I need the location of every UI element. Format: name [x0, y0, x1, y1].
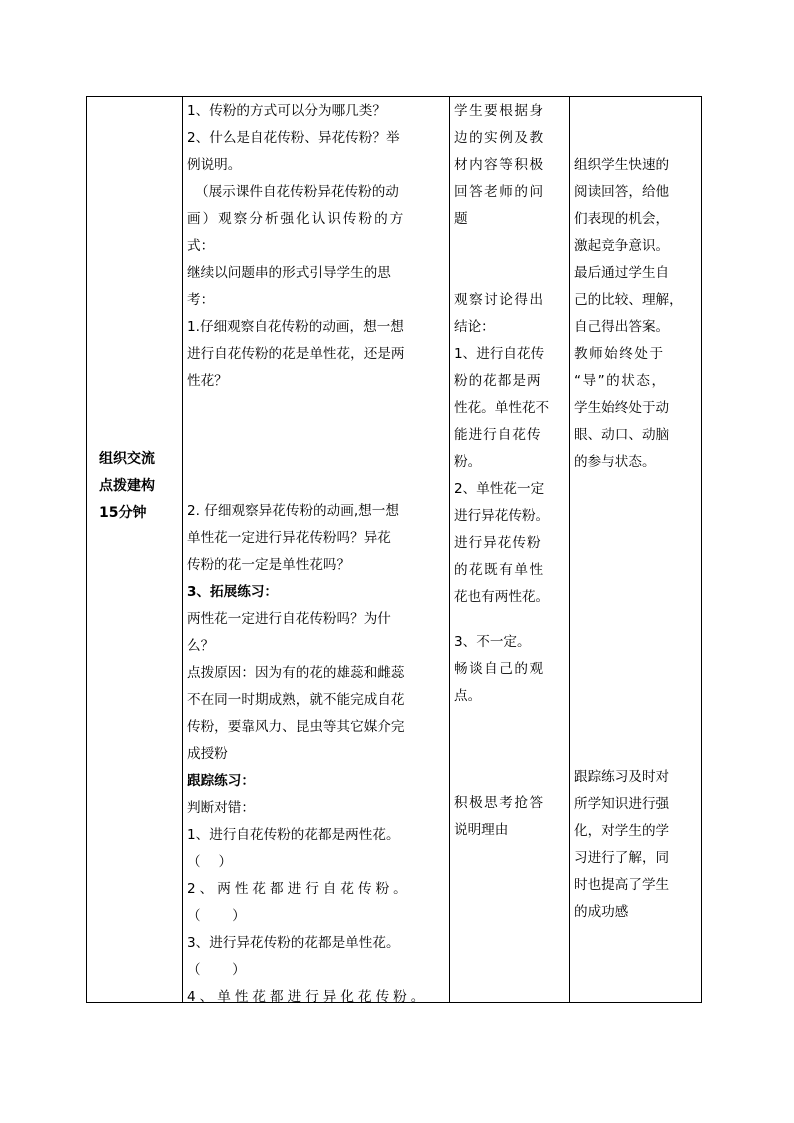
text-line: 边的实例及教 — [454, 130, 545, 146]
text-line: 继续以问题串的形式引导学生的思 — [187, 265, 391, 281]
text-line: “导”的状态， — [574, 373, 667, 389]
intent-block-a — [570, 152, 701, 476]
text-line: 题 — [454, 211, 468, 227]
text-line: （ ） — [187, 854, 233, 870]
text-line: 教师始终处于 — [574, 346, 665, 362]
text-line: 2. 仔细观察异花传粉的动画,想一想 — [187, 503, 399, 519]
text-line: 性花？ — [187, 373, 228, 389]
text-line: 考： — [187, 292, 215, 308]
text-line: 的参与状态。 — [574, 454, 656, 470]
text-line: 例说明。 — [187, 157, 242, 173]
text-line: 眼、动口、动脑 — [574, 427, 670, 443]
text-line: 阅读回答，给他 — [574, 184, 670, 200]
text-line: 回答老师的问 — [454, 184, 545, 200]
lesson-plan-table — [86, 96, 702, 1003]
student-block-c — [450, 629, 569, 710]
text-line: 化，对学生的学 — [574, 823, 670, 839]
text-line: 进行异花传粉 — [454, 535, 542, 551]
text-line: 3、不一定。 — [454, 634, 531, 650]
text-line: 单性花一定进行异花传粉吗？异花 — [187, 530, 391, 546]
stage-line: 15分钟 — [99, 505, 147, 521]
text-line: 的成功感 — [574, 904, 629, 920]
text-line: 1、进行自花传粉的花都是两性花。 — [187, 827, 400, 843]
text-line: 1.仔细观察自花传粉的动画，想一想 — [187, 319, 404, 335]
text-line: 2、单性花一定 — [454, 481, 545, 497]
text-line: 激起竞争意识。 — [574, 238, 670, 254]
student-activity-cell — [450, 97, 570, 1003]
text-line: 点拨原因：因为有的花的雄蕊和雌蕊 — [187, 665, 405, 681]
text-line: 观察讨论得出 — [454, 292, 545, 308]
text-line: 2、两性花都进行自花传粉。 — [187, 881, 411, 897]
text-line: 积极思考抢答 — [454, 795, 545, 811]
text-line: 3、进行异花传粉的花都是单性花。 — [187, 935, 400, 951]
text-line: 性花。单性花不 — [454, 400, 550, 416]
student-block-d — [450, 790, 569, 844]
text-line: （展示课件自花传粉异花传粉的动 — [195, 184, 399, 200]
text-line: 判断对错： — [187, 800, 255, 816]
text-line: 式： — [187, 238, 215, 254]
table-row — [87, 97, 702, 1003]
text-line: 组织学生快速的 — [574, 157, 670, 173]
text-line: 进行异花传粉。 — [454, 508, 550, 524]
text-line: 们表现的机会， — [574, 211, 670, 227]
student-block-a — [450, 98, 569, 233]
text-line: （ ） — [187, 962, 246, 978]
text-line: （ ） — [187, 908, 246, 924]
text-line: 畅谈自己的观 — [454, 661, 545, 677]
stage-line: 点拨建构 — [99, 478, 155, 494]
student-block-b — [450, 287, 569, 611]
text-line: 说明理由 — [454, 822, 509, 838]
intent-block-b — [570, 764, 701, 926]
text-line: 自己得出答案。 — [574, 319, 670, 335]
text-line: 两性花一定进行自花传粉吗？为什 — [187, 611, 391, 627]
text-line: 不在同一时期成熟，就不能完成自花 — [187, 692, 405, 708]
text-line: 最后通过学生自 — [574, 265, 670, 281]
text-line: 么？ — [187, 638, 215, 654]
extension-heading: 3、拓展练习： — [187, 584, 279, 600]
text-line: 学生要根据身 — [454, 103, 545, 119]
text-line: 点。 — [454, 688, 482, 704]
stage-cell — [87, 97, 183, 1003]
text-line: 学生始终处于动 — [574, 400, 670, 416]
stage-line: 组织交流 — [99, 451, 155, 467]
teacher-questions-2 — [183, 498, 449, 1011]
text-line: 粉的花都是两 — [454, 373, 542, 389]
stage-label — [99, 446, 179, 527]
teacher-questions — [183, 98, 449, 395]
text-line: 材内容等积极 — [454, 157, 545, 173]
teacher-activity-cell — [183, 97, 450, 1003]
text-line: 习进行了解，同 — [574, 850, 670, 866]
design-intent-cell — [570, 97, 702, 1003]
text-line: 画）观察分析强化认识传粉的方 — [187, 211, 406, 227]
text-line: 己的比较、理解， — [574, 292, 683, 308]
text-line: 的花既有单性 — [454, 562, 545, 578]
text-line: 传粉，要靠风力、昆虫等其它媒介完 — [187, 719, 405, 735]
text-line: 成授粉 — [187, 746, 228, 762]
text-line: 结论： — [454, 319, 495, 335]
text-line: 花也有两性花。 — [454, 589, 550, 605]
text-line: 能进行自花传 — [454, 427, 542, 443]
text-line: 所学知识进行强 — [574, 796, 670, 812]
text-line: 进行自花传粉的花是单性花，还是两 — [187, 346, 405, 362]
text-line: 4、单性花都进行异化花传粉。 — [187, 989, 429, 1005]
tracking-heading: 跟踪练习： — [187, 773, 255, 789]
text-line: 1、传粉的方式可以分为哪几类？ — [187, 103, 386, 119]
text-line: 2、什么是自花传粉、异花传粉？举 — [187, 130, 400, 146]
text-line: 传粉的花一定是单性花吗？ — [187, 557, 351, 573]
text-line: 粉。 — [454, 454, 482, 470]
text-line: 跟踪练习及时对 — [574, 769, 670, 785]
text-line: 时也提高了学生 — [574, 877, 670, 893]
text-line: 1、进行自花传 — [454, 346, 545, 362]
